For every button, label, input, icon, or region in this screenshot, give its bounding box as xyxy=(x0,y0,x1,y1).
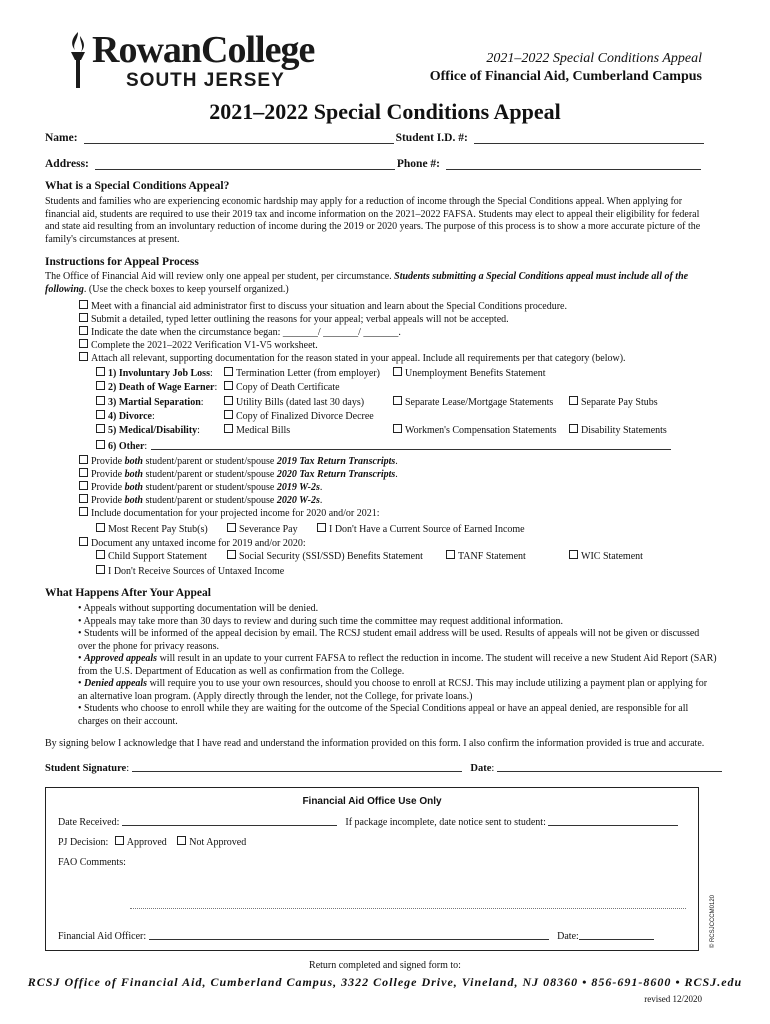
checkbox[interactable] xyxy=(96,396,105,405)
list-item: • Appeals may take more than 30 days to review and during such time the committee may request additional information. xyxy=(78,615,564,627)
provide-both: both xyxy=(124,482,143,493)
officer-date-label: Date: xyxy=(557,931,579,942)
option-label: Most Recent Pay Stub(s) xyxy=(108,524,208,535)
date-received-field[interactable] xyxy=(122,816,337,826)
list-item: • Students who choose to enroll while they are waiting for the outcome of the Special Conditions appeal or have an appeal denied, are responsible for all charges on their account. xyxy=(78,703,689,727)
untaxed-option xyxy=(96,565,284,578)
category-label: 6) Other xyxy=(108,441,145,452)
name-field[interactable] xyxy=(84,133,394,144)
list-item: • Appeals without supporting documentation will be denied. xyxy=(78,603,319,614)
item-text: Complete the 2021–2022 Verification V1-V5 worksheet. xyxy=(91,340,318,351)
doc-option xyxy=(224,381,340,394)
category-other: 6) Other: xyxy=(96,440,671,453)
doc-label: Medical Bills xyxy=(236,425,291,436)
officer-field[interactable] xyxy=(149,930,549,940)
checkbox[interactable] xyxy=(317,523,326,532)
list-item xyxy=(79,326,626,339)
bullet-text: Students will be informed of the appeal decision by email. The RCSJ student email address will be used. Results of appeals will not be given or discussed over the phone for privacy reasons. xyxy=(78,628,700,652)
checkbox[interactable] xyxy=(79,339,88,348)
intro-plain: The Office of Financial Aid will review only one appeal per student, per circumstance. xyxy=(45,271,395,282)
officer-row xyxy=(58,930,654,943)
option-label: WIC Statement xyxy=(581,551,643,562)
provide-mid: student/parent or student/spouse xyxy=(142,495,277,506)
phone-label: Phone #: xyxy=(396,158,441,170)
checkbox[interactable] xyxy=(569,550,578,559)
checkbox[interactable] xyxy=(569,396,578,405)
doc-option xyxy=(224,367,380,380)
projection-text: Include documentation for your projected income for 2020 and/or 2021: xyxy=(91,508,380,519)
projection-option xyxy=(227,523,298,536)
category-label: 2) Death of Wage Earner xyxy=(108,382,215,393)
incomplete-label: If package incomplete, date notice sent to student: xyxy=(345,817,546,828)
officer-date-field[interactable] xyxy=(579,930,654,940)
name-row xyxy=(45,132,705,144)
checkbox[interactable] xyxy=(224,396,233,405)
list-item: Provide both student/parent or student/spouse 2019 W-2s. xyxy=(79,481,398,494)
checkbox[interactable] xyxy=(79,468,88,477)
fao-comments-label: FAO Comments: xyxy=(58,857,126,868)
checkbox[interactable] xyxy=(227,523,236,532)
checkbox[interactable] xyxy=(79,313,88,322)
doc-option xyxy=(569,424,667,437)
checkbox[interactable] xyxy=(393,367,402,376)
incomplete-field[interactable] xyxy=(548,816,678,826)
checkbox[interactable] xyxy=(96,424,105,433)
doc-label: Separate Pay Stubs xyxy=(581,397,658,408)
projection-option xyxy=(96,523,208,536)
form-code: © RCSJCCCM0120 xyxy=(710,895,716,949)
officer-label: Financial Aid Officer: xyxy=(58,931,147,942)
bullet-text: Appeals without supporting documentation will be denied. xyxy=(83,603,319,614)
category-divorce: 4) Divorce: xyxy=(96,410,155,423)
untaxed-option xyxy=(96,550,207,563)
what-is-body: Students and families who are experiencing economic hardship may apply for a reduction of income through the Special Conditions appeal. When applying for financial aid, students are required to use their 2019 tax and income information on the 2021–2022 FAFSA. Students may elect to appeal their eligibility for federal and state aid resulting from an involuntary reduction of income during the 2019 or 2020 years. The purpose of this process is to show a more accurate picture of the family's circumstances at present. xyxy=(45,196,701,245)
other-field[interactable] xyxy=(151,440,671,450)
name-label: Name: xyxy=(45,132,78,144)
checkbox[interactable] xyxy=(96,440,105,449)
checkbox[interactable] xyxy=(96,565,105,574)
checkbox[interactable] xyxy=(79,352,88,361)
doc-label: Copy of Finalized Divorce Decree xyxy=(236,411,374,422)
untaxed-option xyxy=(227,550,423,563)
checkbox[interactable] xyxy=(393,396,402,405)
office-title: Financial Aid Office Use Only xyxy=(302,796,442,807)
provide-both: both xyxy=(124,495,143,506)
bullet-text: will require you to use your own resources, should you choose to enroll at RCSJ. This may include utilizing a payment plan or applying for an alternative loan program. (Apply directly through the lender, not the College, for private loans.) xyxy=(78,678,708,702)
list-item xyxy=(79,507,398,520)
category-medical-disability: 5) Medical/Disability: xyxy=(96,424,200,437)
category-label: 4) Divorce xyxy=(108,411,152,422)
not-approved-label: Not Approved xyxy=(189,837,247,848)
page-title: 2021–2022 Special Conditions Appeal xyxy=(209,99,561,124)
instructions-intro xyxy=(45,271,715,296)
doc-option xyxy=(393,367,546,380)
category-martial-separation: 3) Martial Separation: xyxy=(96,396,204,409)
checkbox[interactable] xyxy=(96,410,105,419)
checkbox[interactable] xyxy=(79,455,88,464)
doc-option xyxy=(393,396,553,409)
office-use-box xyxy=(45,787,699,951)
pj-label: PJ Decision: xyxy=(58,837,109,848)
option-label: I Don't Have a Current Source of Earned Income xyxy=(329,524,525,535)
provide-doc: 2020 W-2s xyxy=(276,495,320,506)
phone-field[interactable] xyxy=(446,159,701,170)
projection-option xyxy=(317,523,525,536)
provide-mid: student/parent or student/spouse xyxy=(142,469,277,480)
date-received-row xyxy=(58,816,678,829)
checkbox[interactable] xyxy=(79,300,88,309)
doc-option xyxy=(224,424,290,437)
checkbox[interactable] xyxy=(96,550,105,559)
doc-label: Separate Lease/Mortgage Statements xyxy=(405,397,554,408)
header-office: Office of Financial Aid, Cumberland Campus xyxy=(429,69,702,84)
signature-date-label: Date xyxy=(470,763,492,774)
checkbox[interactable] xyxy=(79,507,88,516)
address-field[interactable] xyxy=(95,159,395,170)
bullet-text: Students who choose to enroll while they are waiting for the outcome of the Special Conditions appeal or have an appeal denied, are responsible for all charges on their account. xyxy=(78,703,689,727)
after-heading: What Happens After Your Appeal xyxy=(45,587,211,599)
untaxed-option xyxy=(569,550,643,563)
checkbox[interactable] xyxy=(79,326,88,335)
not-approved-checkbox[interactable] xyxy=(177,836,186,845)
category-involuntary-job-loss: 1) Involuntary Job Loss: xyxy=(96,367,213,380)
provide-prefix: Provide xyxy=(91,456,125,467)
address-label: Address: xyxy=(45,158,89,170)
checkbox[interactable] xyxy=(224,381,233,390)
provide-doc: 2020 Tax Return Transcripts xyxy=(276,469,396,480)
checkbox[interactable] xyxy=(227,550,236,559)
bullet-text: Appeals may take more than 30 days to review and during such time the committee may request additional information. xyxy=(83,615,564,627)
option-label: TANF Statement xyxy=(458,551,526,562)
option-label: I Don't Receive Sources of Untaxed Income xyxy=(108,566,285,577)
checkbox[interactable] xyxy=(96,381,105,390)
doc-label: Unemployment Benefits Statement xyxy=(405,368,546,379)
return-instruction: Return completed and signed form to: xyxy=(309,960,461,971)
return-address: RCSJ Office of Financial Aid, Cumberland Campus, 3322 College Drive, Vineland, NJ 08360 • 856-691-8600 • RCSJ.edu xyxy=(27,975,743,989)
option-label: Social Security (SSI/SSD) Benefits Statement xyxy=(239,551,423,562)
provide-doc: 2019 W-2s xyxy=(276,482,320,493)
category-label: 1) Involuntary Job Loss xyxy=(108,368,210,379)
doc-option xyxy=(569,396,658,409)
bullet-text: will result in an update to your current FAFSA to reflect the reduction in income. The student will receive a new Student Aid Report (SAR) from the U.S. Department of Education as well as confirmation from the College. xyxy=(78,653,717,677)
provide-prefix: Provide xyxy=(91,469,125,480)
checkbox[interactable] xyxy=(569,424,578,433)
checkbox[interactable] xyxy=(224,424,233,433)
provide-prefix: Provide xyxy=(91,482,125,493)
signature-label: Student Signature xyxy=(45,763,127,774)
provide-mid: student/parent or student/spouse xyxy=(142,482,277,493)
list-item: Provide both student/parent or student/spouse 2020 W-2s. xyxy=(79,494,398,507)
address-row xyxy=(45,158,705,170)
provide-mid: student/parent or student/spouse xyxy=(142,456,277,467)
checkbox[interactable] xyxy=(446,550,455,559)
option-label: Child Support Statement xyxy=(108,551,207,562)
transcript-list xyxy=(79,455,398,520)
bullet-emphasis: Approved appeals xyxy=(84,653,158,664)
doc-option xyxy=(393,424,557,437)
doc-label: Workmen's Compensation Statements xyxy=(405,425,557,436)
date-received-label: Date Received: xyxy=(58,817,120,828)
acknowledgement: By signing below I acknowledge that I have read and understand the information provided on this form. I also confirm the information provided is true and accurate. xyxy=(45,738,705,749)
list-item xyxy=(79,352,626,365)
list-item: Provide both student/parent or student/spouse 2020 Tax Return Transcripts. xyxy=(79,468,398,481)
logo-wordmark: RowanCollege xyxy=(92,29,315,71)
comments-line[interactable] xyxy=(130,908,686,909)
option-label: Severance Pay xyxy=(239,524,298,535)
checkbox[interactable] xyxy=(79,537,88,546)
after-bullets xyxy=(78,603,718,728)
provide-both: both xyxy=(124,456,143,467)
pj-decision-row xyxy=(58,836,246,849)
doc-label: Disability Statements xyxy=(581,425,667,436)
signature-date-field[interactable] xyxy=(497,762,722,772)
doc-option xyxy=(224,396,364,409)
item-text: Indicate the date when the circumstance began: _______/ _______/ _______. xyxy=(91,327,401,338)
intro-end: . (Use the check boxes to keep yourself organized.) xyxy=(83,283,289,295)
item-text: Attach all relevant, supporting documentation for the reason stated in your appeal. Include all requirements per that category (below). xyxy=(91,353,626,364)
provide-doc: 2019 Tax Return Transcripts xyxy=(276,456,396,467)
checkbox[interactable] xyxy=(79,494,88,503)
untaxed-text: Document any untaxed income for 2019 and/or 2020: xyxy=(91,538,306,549)
list-item: • Students will be informed of the appeal decision by email. The RCSJ student email address will be used. Results of appeals will not be given or discussed over the phone for privacy reasons. xyxy=(78,628,700,652)
list-item: • Approved appeals will result in an update to your current FAFSA to reflect the reduction in income. The student will receive a new Student Aid Report (SAR) from the U.S. Department of Education as well as confirmation from the College. xyxy=(78,653,717,677)
doc-label: Utility Bills (dated last 30 days) xyxy=(236,397,365,408)
checkbox[interactable] xyxy=(224,367,233,376)
checkbox[interactable] xyxy=(96,523,105,532)
header-info xyxy=(430,50,702,86)
list-item xyxy=(79,313,626,326)
student-id-field[interactable] xyxy=(474,133,704,144)
doc-option xyxy=(224,410,374,423)
provide-prefix: Provide xyxy=(91,495,125,506)
instructions-heading: Instructions for Appeal Process xyxy=(45,256,199,268)
doc-label: Termination Letter (from employer) xyxy=(236,368,380,379)
approved-checkbox[interactable] xyxy=(115,836,124,845)
approved-label: Approved xyxy=(126,837,167,848)
untaxed-option xyxy=(446,550,526,563)
instruction-list xyxy=(79,300,626,365)
signature-field[interactable] xyxy=(132,762,462,772)
bullet-emphasis: Denied appeals xyxy=(84,678,148,689)
header-form-name: 2021–2022 Special Conditions Appeal xyxy=(486,51,702,66)
list-item xyxy=(79,537,306,550)
intro-bold: Students submitting a Special Conditions appeal must include all of the following xyxy=(45,271,689,295)
item-text: Meet with a financial aid administrator first to discuss your situation and learn about the Special Conditions procedure. xyxy=(91,301,567,312)
list-item: • Denied appeals will require you to use your own resources, should you choose to enroll at RCSJ. This may include utilizing a payment plan or applying for an alternative loan program. (Apply directly through the lender, not the College, for private loans.) xyxy=(78,678,708,702)
list-item: Provide both student/parent or student/spouse 2019 Tax Return Transcripts. xyxy=(79,455,398,468)
provide-both: both xyxy=(124,469,143,480)
category-label: 5) Medical/Disability xyxy=(108,425,198,436)
list-item xyxy=(79,300,626,313)
logo-subtitle: SOUTH JERSEY xyxy=(126,70,285,91)
torch-icon xyxy=(66,30,90,92)
checkbox[interactable] xyxy=(79,481,88,490)
college-logo xyxy=(66,30,326,92)
category-death-of-wage-earner: 2) Death of Wage Earner: xyxy=(96,381,217,394)
checkbox[interactable] xyxy=(96,367,105,376)
signature-row: Student Signature: Date: xyxy=(45,762,722,775)
checkbox[interactable] xyxy=(224,410,233,419)
item-text: Submit a detailed, typed letter outlining the reasons for your appeal; verbal appeals will not be accepted. xyxy=(91,314,509,325)
checkbox[interactable] xyxy=(393,424,402,433)
student-id-label: Student I.D. #: xyxy=(395,132,468,144)
doc-label: Copy of Death Certificate xyxy=(236,382,340,393)
revision-date: revised 12/2020 xyxy=(644,994,702,1004)
list-item xyxy=(79,339,626,352)
what-is-heading: What is a Special Conditions Appeal? xyxy=(45,180,230,192)
category-label: 3) Martial Separation xyxy=(108,397,201,408)
